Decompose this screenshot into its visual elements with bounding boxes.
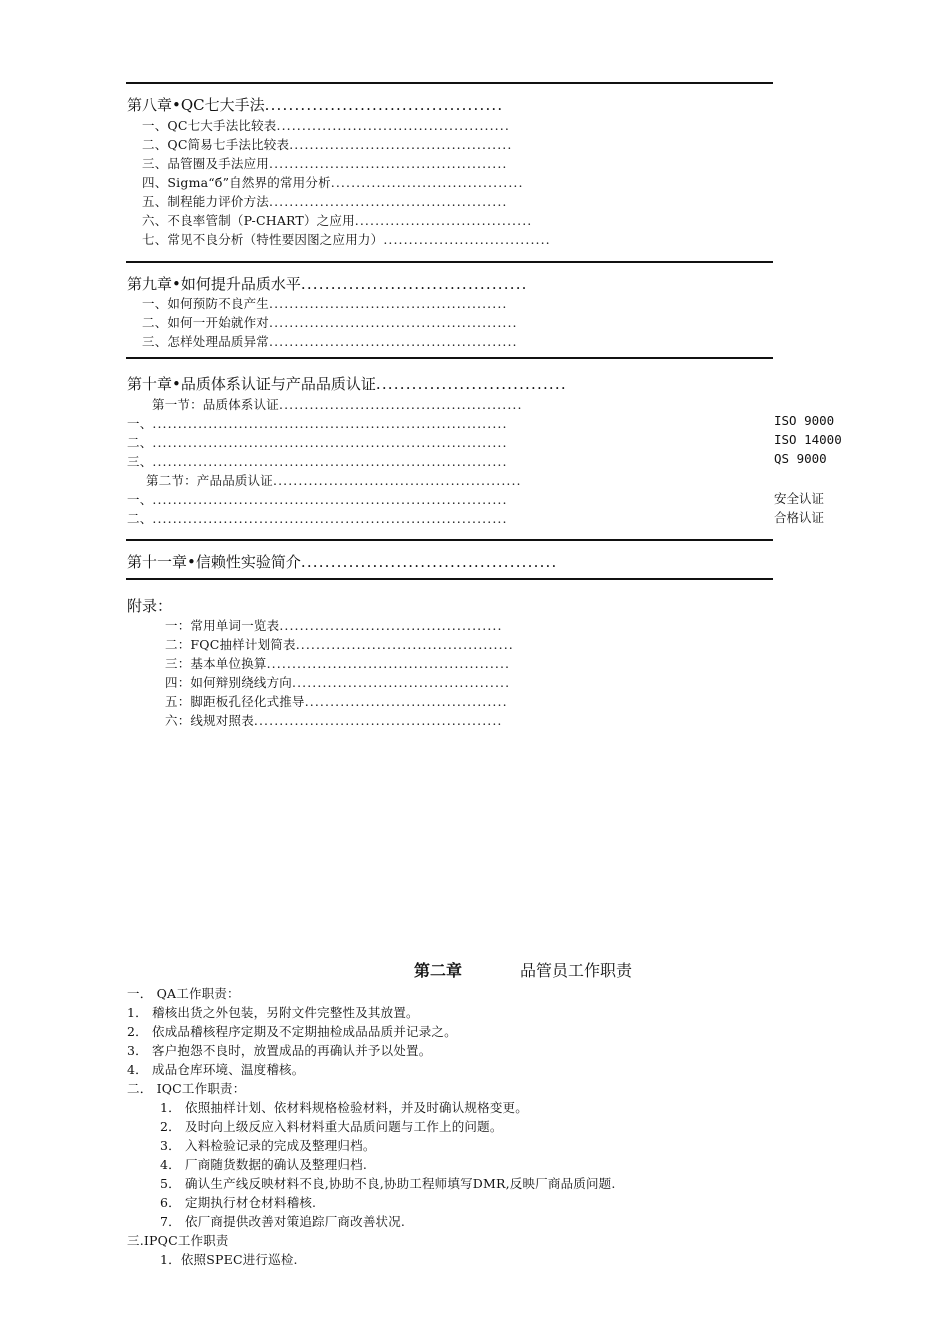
divider [126,261,773,263]
toc-item-label: 三、怎样处理品质异常 [142,334,270,349]
toc-chapter-8[interactable] [127,94,767,115]
toc-leader-dots: ............................................ [289,137,513,152]
toc-item-target: ISO 9000 [774,413,835,428]
toc-chapter-10-title: 第十章•品质体系认证与产品品质认证 [127,375,376,393]
chapter-subtitle: 品管员工作职责 [520,961,633,980]
toc-leader-dots: ................................. [383,232,551,247]
toc-leader-dots: ................................................. [273,473,522,488]
list-item: 2． 及时向上级反应入料材料重大品质问题与工作上的问题。 [160,1119,503,1134]
divider [126,578,773,580]
chapter-title: 第二章 [414,961,463,980]
toc-item[interactable] [127,490,770,508]
toc-item[interactable] [142,116,762,134]
divider [126,82,773,84]
appendix-title: 附录： [127,597,173,615]
toc-leader-dots: ........................................ [264,96,504,114]
toc-item[interactable] [127,452,770,470]
toc-leader-dots: ............................................... [269,296,508,311]
list-item: 6． 定期执行材仓材料稽核. [160,1195,317,1210]
toc-item-label: 一、 [127,416,153,431]
toc-leader-dots: ........................................... [295,637,514,652]
list-item: 4． 成品仓库环境、温度稽核。 [127,1062,305,1077]
toc-leader-dots: ............................................... [269,156,508,171]
toc-chapter-11[interactable] [127,551,769,572]
toc-chapter-10[interactable] [127,373,769,394]
toc-leader-dots: ........................................ [304,694,508,709]
toc-item[interactable] [142,230,762,248]
toc-chapter-11-title: 第十一章•信赖性实验简介 [127,553,301,571]
section-heading: 三.IPQC工作职责 [127,1233,229,1248]
toc-item-label: 六、不良率管制（P-CHART）之应用 [142,213,355,228]
list-item: 3． 客户抱怨不良时，放置成品的再确认并予以处置。 [127,1043,432,1058]
toc-leader-dots: ................................................. [253,713,503,728]
toc-leader-dots: ...................................................................... [152,435,508,450]
toc-leader-dots: ................................................. [269,315,518,330]
toc-item-label: 三、品管圈及手法应用 [142,156,270,171]
toc-item-label: 二：FQC抽样计划简表 [165,637,296,652]
toc-leader-dots: ................................................ [266,656,511,671]
toc-leader-dots: ...................................................................... [152,416,508,431]
toc-item[interactable] [127,433,770,451]
toc-item-target: ISO 14000 [774,432,842,447]
toc-item[interactable] [142,173,762,191]
toc-chapter-9[interactable] [127,273,767,294]
toc-chapter-8-title: 第八章•QC七大手法 [127,96,265,114]
toc-item-target: 合格认证 [774,510,825,525]
toc-item[interactable] [142,211,762,229]
list-item: 2． 依成品稽核程序定期及不定期抽检成品品质并记录之。 [127,1024,457,1039]
section-heading: 一． QA工作职责： [127,986,240,1001]
toc-item-label: 一：常用单词一览表 [165,618,280,633]
toc-item-label: 三：基本单位换算 [165,656,267,671]
toc-item-label: 二、 [127,511,153,526]
toc-item-label: 一、 [127,492,153,507]
toc-item[interactable] [142,294,762,312]
section-heading: 二． IQC工作职责： [127,1081,246,1096]
toc-item[interactable] [142,135,762,153]
toc-item[interactable] [165,673,762,691]
toc-leader-dots: ............................................... [269,194,508,209]
toc-item[interactable] [142,154,762,172]
list-item: 4． 厂商随货数据的确认及整理归档. [160,1157,368,1172]
list-item: 1． 依照抽样计划、依材料规格检验材料，并及时确认规格变更。 [160,1100,528,1115]
toc-leader-dots: ............................................ [279,618,503,633]
list-item: 7． 依厂商提供改善对策追踪厂商改善状况. [160,1214,406,1229]
divider [126,357,773,359]
toc-item-target: 安全认证 [774,491,825,506]
toc-item-label: 五：脚距板孔径化式推导 [165,694,305,709]
toc-item[interactable] [142,332,770,350]
toc-item[interactable] [165,692,762,710]
toc-item-label: 二、如何一开始就作对 [142,315,270,330]
toc-leader-dots: ...................................................................... [152,454,508,469]
toc-leader-dots: ........................................... [292,675,511,690]
toc-item[interactable] [142,313,770,331]
list-item: 5． 确认生产线反映材料不良,协助不良,协助工程师填写DMR,反映厂商品质问题. [160,1176,616,1191]
toc-leader-dots: ................................ [375,375,567,393]
toc-section-label: 第一节：品质体系认证 [152,397,280,412]
toc-item-label: 一、如何预防不良产生 [142,296,270,311]
toc-leader-dots: ...................................................................... [152,511,508,526]
toc-leader-dots: ................................................. [269,334,518,349]
toc-item-label: 五、制程能力评价方法 [142,194,270,209]
toc-section[interactable] [146,471,770,489]
toc-item-label: 一、QC七大手法比较表 [142,118,277,133]
toc-chapter-9-title: 第九章•如何提升品质水平 [127,275,301,293]
toc-item-label: 四：如何辩别绕线方向 [165,675,293,690]
toc-item[interactable] [165,616,762,634]
toc-leader-dots: ................................................ [279,397,523,412]
toc-item[interactable] [165,635,762,653]
divider [126,539,773,541]
list-item: 1．依照SPEC进行巡检. [160,1252,298,1267]
toc-item-label: 三、 [127,454,153,469]
toc-item[interactable] [142,192,762,210]
toc-leader-dots: ...................................................................... [152,492,508,507]
toc-item-label: 二、 [127,435,153,450]
toc-item[interactable] [127,509,770,527]
toc-leader-dots: ...................................... [330,175,524,190]
toc-item-label: 四、Sigma“б”自然界的常用分析 [142,175,331,190]
toc-item[interactable] [165,654,762,672]
toc-leader-dots: ................................... [354,213,533,228]
toc-section-label: 第二节：产品品质认证 [146,473,274,488]
toc-section[interactable] [152,395,770,413]
list-item: 3． 入料检验记录的完成及整理归档。 [160,1138,376,1153]
toc-leader-dots: .............................................. [276,118,510,133]
toc-item[interactable] [165,711,762,729]
list-item: 1． 稽核出货之外包装，另附文件完整性及其放置。 [127,1005,419,1020]
toc-item[interactable] [127,414,770,432]
toc-leader-dots: ...................................... [300,275,528,293]
toc-item-label: 二、QC简易七手法比较表 [142,137,290,152]
toc-item-label: 七、常见不良分析（特性要因图之应用力） [142,232,384,247]
toc-item-target: QS 9000 [774,451,827,466]
toc-leader-dots: ........................................... [300,553,558,571]
toc-item-label: 六：线规对照表 [165,713,254,728]
